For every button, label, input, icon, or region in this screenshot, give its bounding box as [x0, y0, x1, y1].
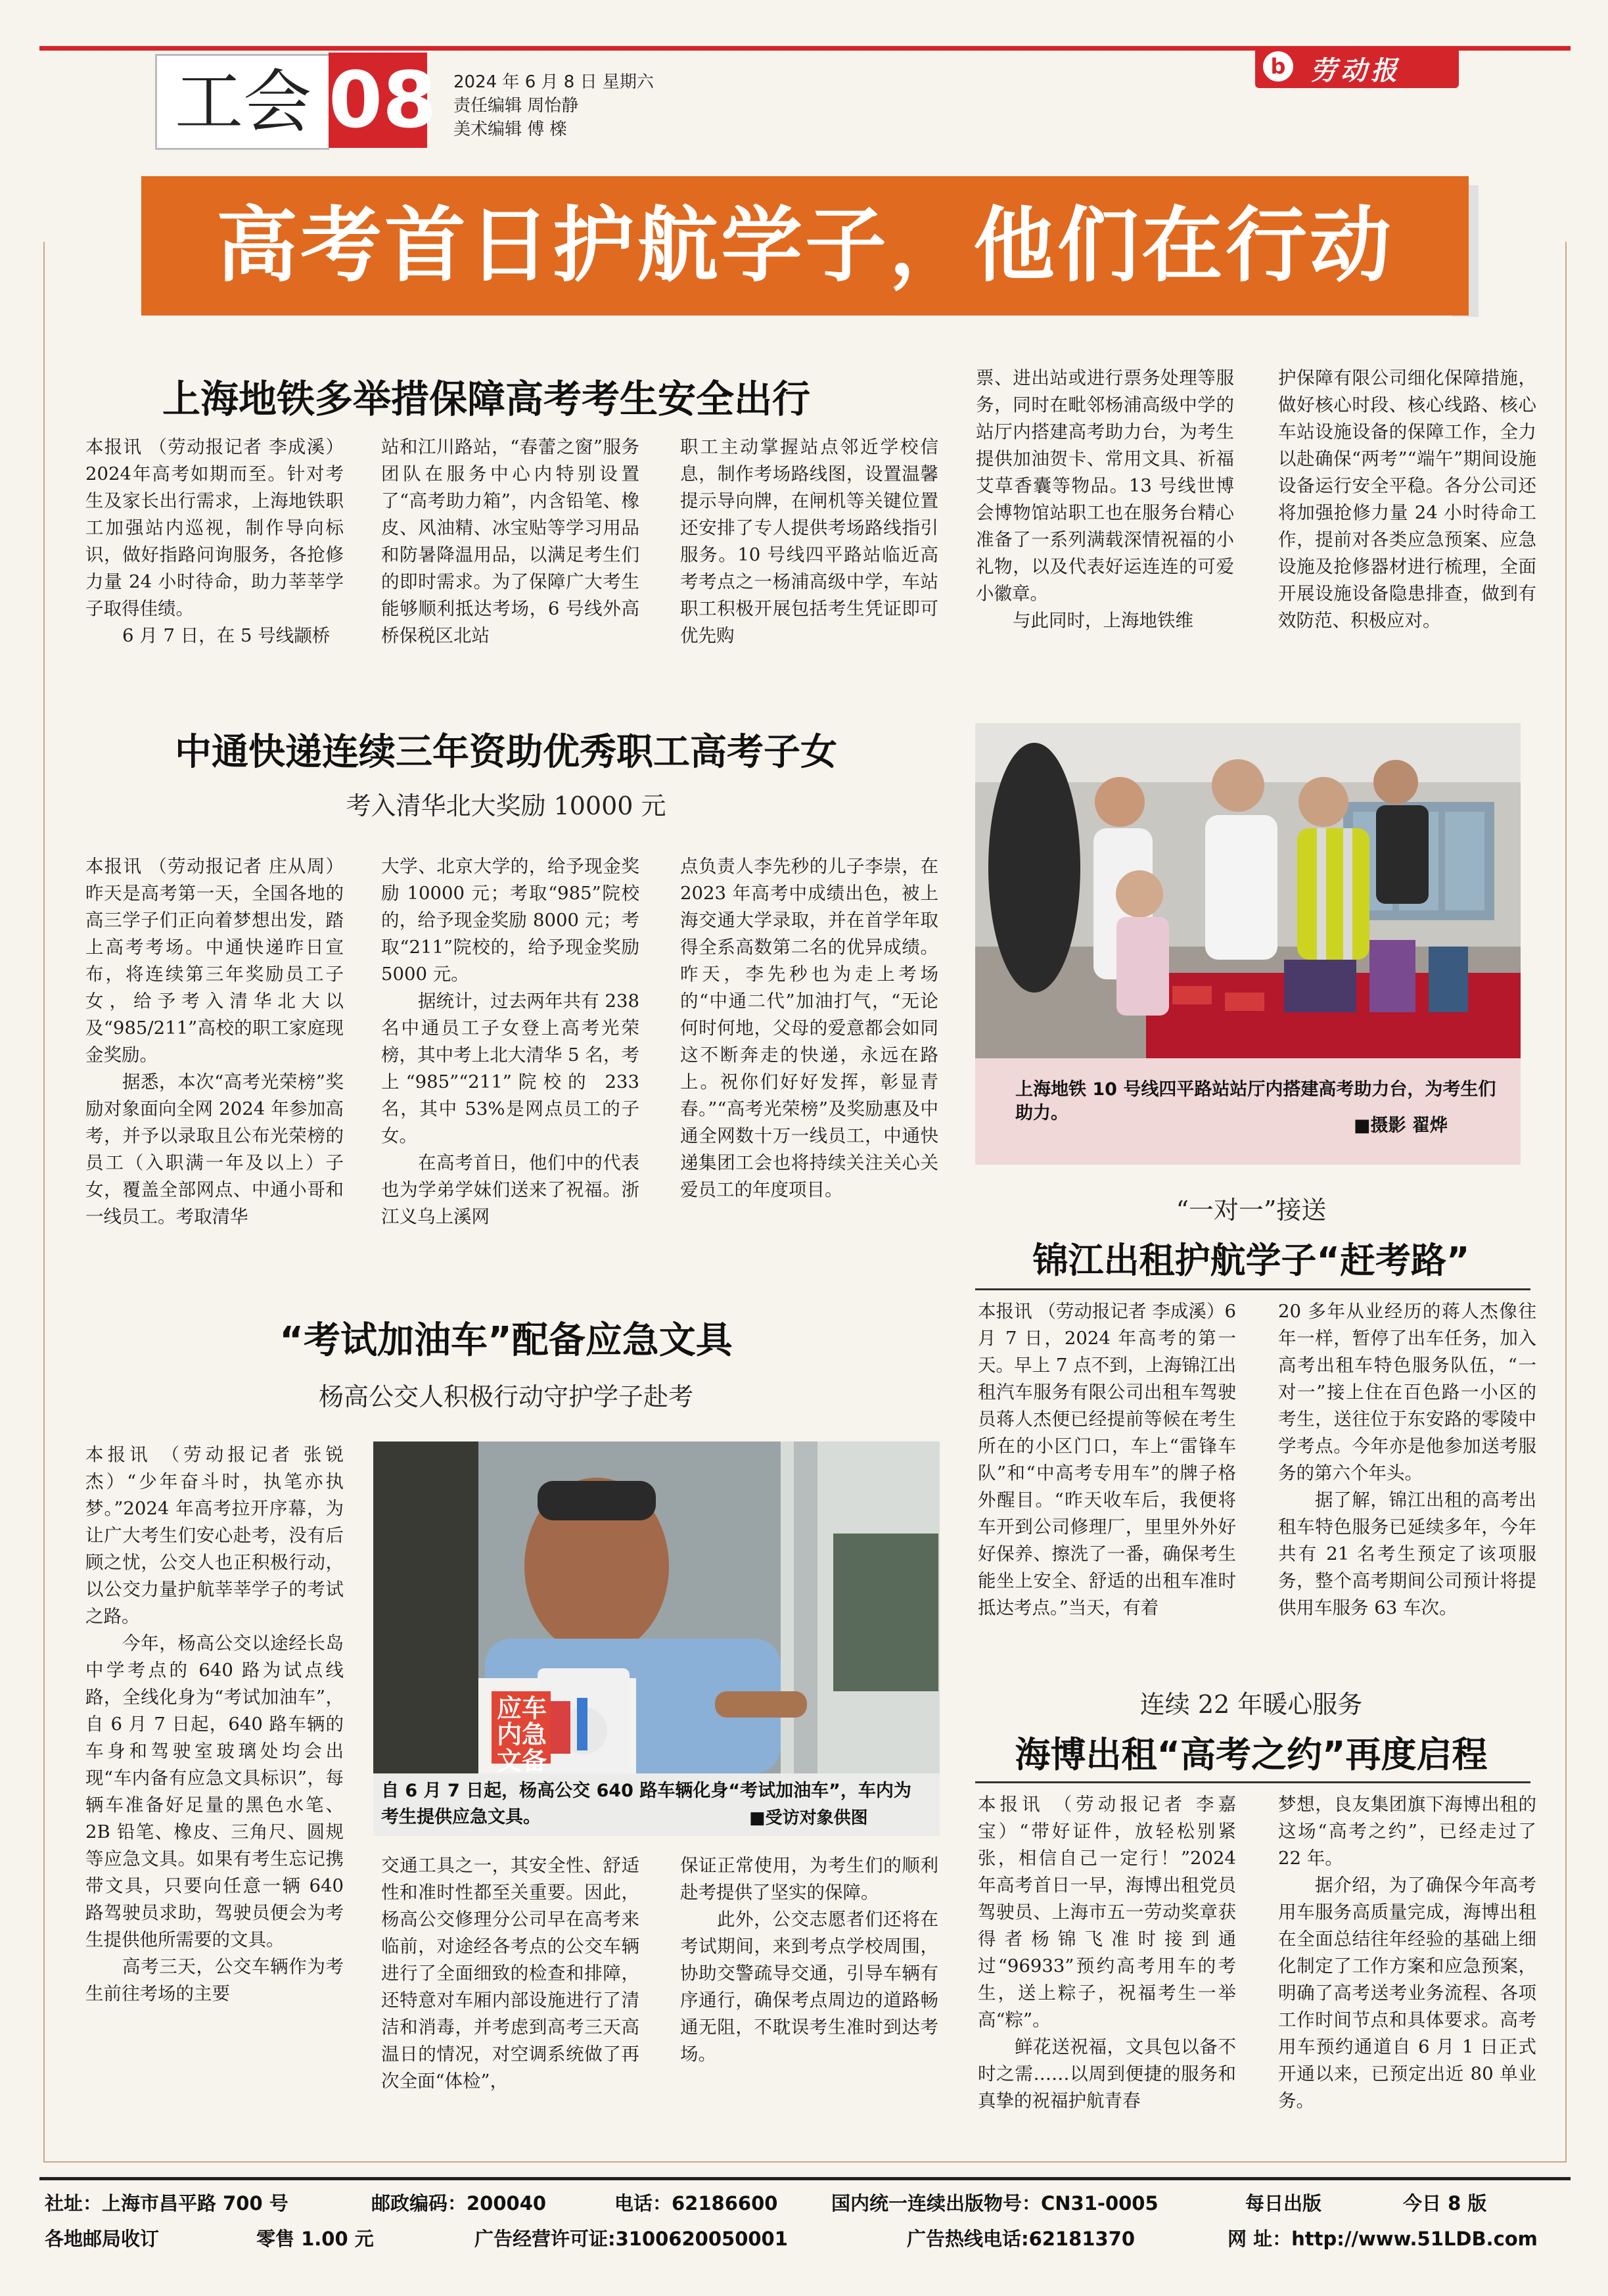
article1-col2: [381, 434, 639, 649]
article1-col1-p2: 6 月 7 日，在 5 号线颛桥: [122, 625, 331, 646]
article2-col3: [680, 853, 938, 1204]
article4-col1-p1: 本报讯 （劳动报记者 李成溪）6 月 7 日，2024 年高考的第一天。早上 7 点不到，上海锦江出租汽车服务有限公司出租车驾驶员蒋人杰便已经提前等候在考生所在的小区门口，车上“雷锋车队”和“中高考专用车”的牌子格外醒目。“昨天收车后，我便将车开到公司修理厂，里里外外好好保养、擦洗了一番，确保考生能坐上安全、舒适的出租车准时抵达考点。”当天，有着: [978, 1301, 1236, 1618]
photo2-credit: ■受访对象供图: [749, 1808, 868, 1828]
footer-phone: 电话：62186600: [614, 2192, 778, 2214]
bus-driver-image: [373, 1441, 940, 1773]
article5-col2-p2: 据介绍，为了确保今年高考用车服务高质量完成，海博出租在全面总结往年经验的基础上细化制定了工作方案和应急预案，明确了高考送考业务流程、各项工作时间节点和具体要求。高考用车预约通道自 6 月 1 日正式开通以来，已预定出近 80 单业务。: [1278, 1875, 1536, 2111]
article1-col4: [976, 365, 1234, 634]
article2-col1-p2: 据悉，本次“高考光荣榜”奖励对象面向全网 2024 年参加高考，并予以录取且公布光荣榜的员工（入职满一年及以上）子女，覆盖全部网点、中通小哥和一线员工。考取清华: [85, 1071, 344, 1227]
banner: [141, 176, 1469, 316]
article2-col2-p3: 在高考首日，他们中的代表也为学弟学妹们送来了祝福。浙江义乌上溪网: [381, 1152, 639, 1227]
article1-col5-p1: 护保障有限公司细化保障措施，做好核心时段、核心线路、核心车站设施设备的保障工作，全力以赴确保“两考”“端午”期间设施设备运行安全平稳。各分公司还将加强抢修力量 24 小时待命工作，提前对各类应急预案、应急设施及抢修器材进行梳理，全面开展设施设备隐患排查，做到有效防范、积极应对。: [1278, 367, 1536, 631]
responsible-editor: 责任编辑 周怡静: [453, 96, 579, 116]
section-name: 工会: [155, 54, 329, 150]
footer-website[interactable]: 网 址：http://www.51LDB.com: [1228, 2228, 1538, 2250]
footer-ad-license: 广告经营许可证:3100620050001: [474, 2228, 788, 2250]
footer-address: 社址：上海市昌平路 700 号: [45, 2192, 288, 2214]
article3-col2: [381, 1852, 639, 2095]
paper-logo: [1255, 46, 1459, 88]
article3-col3-p2: 此外，公交志愿者们还将在考试期间，来到考点学校周围，协助交警疏导交通，引导车辆有序通行，确保考点周边的道路畅通无阻，不耽误考生准时到达考场。: [680, 1909, 938, 2065]
article4-col2-p1: 20 多年从业经历的蒋人杰像往年一样，暂停了出车任务，加入高考出租车特色服务队伍，“一对一”接上住在百色路一小区的考生，送往位于东安路的零陵中学考点。今年亦是他参加送考服务的第六个年头。: [1278, 1301, 1536, 1484]
article2-col1-p1: 本报讯 （劳动报记者 庄从周）昨天是高考第一天，全国各地的高三学子们正向着梦想出发，踏上高考考场。中通快递昨日宣布，将连续第三年奖励员工子女，给予考入清华北大以及“985/211”高校的职工家庭现金奖励。: [85, 856, 344, 1066]
article5-rule: [975, 1781, 1530, 1783]
article5-col2-p1: 梦想，良友集团旗下海博出租的这场“高考之约”，已经走过了 22 年。: [1278, 1794, 1536, 1869]
footer-ad-hotline: 广告热线电话:62181370: [907, 2228, 1136, 2250]
article3-col1-p1: 本报讯 （劳动报记者 张锐杰）“少年奋斗时，执笔亦执梦。”2024 年高考拉开序幕，为让广大考生们安心赴考，没有后顾之忧，公交人也正积极行动，以公交力量护航莘莘学子的考试之路。: [85, 1444, 344, 1627]
article4-title: 锦江出租护航学子“赶考路”: [1032, 1240, 1470, 1281]
article2-col3-p1: 点负责人李先秒的儿子李崇，在 2023 年高考中成绩出色，被上海交通大学录取，并在首学年取得全系高数第二名的优异成绩。昨天，李先秒也为走上考场的“中通二代”加油打气，“无论何时何地，父母的爱意都会如同这不断奔走的快递，永远在路上。祝你们好好发挥，彰显青春。”“高考光荣榜”及奖励惠及中通全网数十万一线员工，中通快递集团工会也将持续关注关心关爱员工的年度项目。: [680, 856, 938, 1200]
article5-col1: [978, 1791, 1236, 2115]
issue-date: 2024 年 6 月 8 日 星期六: [453, 72, 654, 92]
article2-col2: [381, 853, 639, 1230]
footer-pages: 今日 8 版: [1403, 2192, 1487, 2214]
photo1-image: [975, 723, 1521, 1058]
banner-title: 高考首日护航学子，他们在行动: [216, 198, 1394, 293]
article2-col2-p1: 大学、北京大学的，给予现金奖励 10000 元；考取“985”院校的，给予现金奖励 8000 元；考取“211”院校的，给予现金奖励 5000 元。: [381, 856, 639, 985]
article5-col2: [1278, 1791, 1536, 2115]
article4-kicker: “一对一”接送: [1176, 1196, 1327, 1225]
article4-col2-p2: 据了解，锦江出租的高考出租车特色服务已延续多年，今年共有 21 名考生预定了该项服务，整个高考期间公司预计将提供用车服务 63 车次。: [1278, 1489, 1536, 1618]
footer-issn: 国内统一连续出版物号：CN31-0005: [831, 2192, 1159, 2214]
article3-col1: [85, 1441, 344, 2007]
article2-col1: [85, 853, 344, 1230]
footer-rule-top: [39, 2177, 1571, 2180]
article1-col2-p1: 站和江川路站，“春蕾之窗”服务团队在服务中心内特别设置了“高考助力箱”，内含铅笔、橡皮、风油精、冰宝贴等学习用品和防暑降温用品，以满足考生们的即时需求。为了保障广大考生能够顺利抵达考场，6 号线外高桥保税区北站: [381, 436, 639, 646]
article1-col3-p1: 职工主动掌握站点邻近学校信息，制作考场路线图，设置温馨提示导向牌，在闸机等关键位置还安排了专人提供考场路线指引服务。10 号线四平路站临近高考考点之一杨浦高级中学，车站职工积极开展包括考生凭证即可优先购: [680, 436, 938, 646]
article1-col4-p2: 与此同时，上海地铁维: [1013, 610, 1193, 631]
article4-col2: [1278, 1298, 1536, 1622]
article3-subtitle: 杨高公交人积极行动守护学子赴考: [318, 1382, 693, 1411]
article3-col1-p2: 今年，杨高公交以途经长岛中学考点的 640 路为试点线路，全线化身为“考试加油车”，自 6 月 7 日起，640 路车辆的车身和驾驶室玻璃处均会出现“车内备有应急文具标识”，每辆车准备好足量的黑色水笔、2B 铅笔、橡皮、三角尺、圆规等应急文具。如果有考生忘记携带文具，只要向任意一辆 640 路驾驶员求助，驾驶员便会为考生提供他所需要的文具。: [85, 1633, 344, 1950]
art-editor: 美术编辑 傅 檪: [453, 120, 567, 139]
article3-col3-p1: 保证正常使用，为考生们的顺利赴考提供了坚实的保障。: [680, 1855, 938, 1903]
bus-sign-text: 应车内急文备: [496, 1694, 547, 1773]
article5-title: 海博出租“高考之约”再度启程: [1015, 1734, 1488, 1775]
article4-rule: [975, 1288, 1530, 1290]
metro-help-desk-image: [975, 723, 1521, 1058]
article1-col3: [680, 434, 938, 649]
footer-postcode: 邮政编码：200040: [371, 2192, 547, 2214]
article1-col1-p1: 本报讯 （劳动报记者 李成溪）2024年高考如期而至。针对考生及家长出行需求，上海地铁职工加强站内巡视，制作导向标识，做好指路问询服务，各抢修力量 24 小时待命，助力莘莘学子取得佳绩。: [85, 436, 344, 619]
photo2-caption: 自 6 月 7 日起，杨高公交 640 路车辆化身“考试加油车”，车内为考生提供应急文具。: [381, 1781, 911, 1827]
photo2-image: [373, 1441, 940, 1773]
article5-kicker: 连续 22 年暖心服务: [1139, 1690, 1363, 1719]
logo-icon: b: [1263, 51, 1293, 82]
article1-col1: [85, 434, 344, 649]
footer-daily: 每日出版: [1245, 2192, 1322, 2214]
photo1-caption: 上海地铁 10 号线四平路站站厅内搭建高考助力台，为考生们助力。: [1015, 1079, 1496, 1123]
article2-title: 中通快递连续三年资助优秀职工高考子女: [175, 731, 837, 774]
article1-col4-p1: 票、进出站或进行票务处理等服务，同时在毗邻杨浦高级中学的站厅内搭建高考助力台，为考生提供加油贺卡、常用文具、祈福艾草香囊等物品。13 号线世博会博物馆站职工也在服务台精心准备了一系列满载深情祝福的小礼物，以及代表好运连连的可爱小徽章。: [976, 367, 1234, 604]
article1-col5: [1278, 365, 1536, 634]
article3-col2-p1: 交通工具之一，其安全性、舒适性和准时性都至关重要。因此，杨高公交修理分公司早在高考来临前，对途经各考点的公交车辆进行了全面细致的检查和排障，还特意对车厢内部设施进行了清洁和消毒，并考虑到高考三天高温日的情况，对空调系统做了再次全面“体检”，: [381, 1855, 639, 2092]
article4-col1: [978, 1298, 1236, 1622]
paper-name: 劳动报: [1310, 55, 1401, 86]
article3-title: “考试加油车”配备应急文具: [279, 1319, 733, 1362]
article2-subtitle: 考入清华北大奖励 10000 元: [346, 791, 666, 820]
page-number: 08: [329, 53, 427, 148]
photo1-credit: ■摄影 翟烨: [1354, 1115, 1448, 1136]
article2-col2-p2: 据统计，过去两年共有 238 名中通员工子女登上高考光荣榜，其中考上北大清华 5 名，考上“985”“211”院校的 233 名，其中 53%是网点员工的子女。: [381, 991, 639, 1146]
article3-col1-p3: 高考三天，公交车辆作为考生前往考场的主要: [85, 1956, 344, 2004]
article3-col3: [680, 1852, 938, 2068]
article5-col1-p1: 本报讯 （劳动报记者 李嘉宝）“带好证件，放轻松别紧张，相信自己一定行！”2024 年高考首日一早，海博出租党员驾驶员、上海市五一劳动奖章获得者杨锦飞准时接到通过“96933”预约高考用车的考生，送上粽子，祝福考生一举高“粽”。: [978, 1794, 1236, 2030]
footer-subscribe: 各地邮局收订: [45, 2228, 160, 2250]
footer-price: 零售 1.00 元: [256, 2228, 374, 2250]
article5-col1-p2: 鲜花送祝福，文具包以备不时之需……以周到便捷的服务和真挚的祝福护航青春: [978, 2036, 1236, 2111]
article1-title: 上海地铁多举措保障高考考生安全出行: [162, 377, 810, 421]
